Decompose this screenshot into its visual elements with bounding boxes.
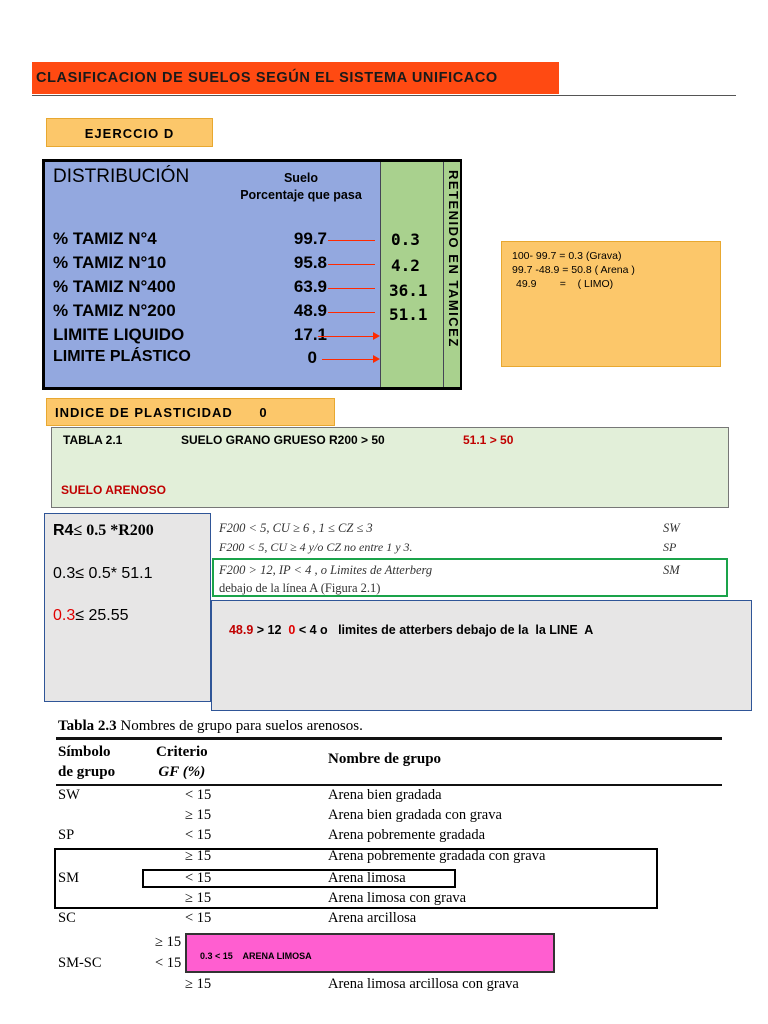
- arrow-head-5: [373, 332, 380, 340]
- sm-highlight-frame: [212, 558, 728, 597]
- notes-box: [501, 241, 721, 367]
- row-name: Arena pobremente gradada con grava: [328, 848, 546, 864]
- tabla-2-1-criterion: SUELO GRANO GRUESO R200 > 50: [181, 433, 385, 447]
- tabla-2-1-result: 51.1 > 50: [463, 433, 514, 447]
- verification-f200: 48.9: [228, 623, 254, 637]
- arrow-line-4: [328, 312, 375, 313]
- verification-ip: 0: [288, 623, 296, 637]
- row-criterion: < 15: [185, 910, 212, 926]
- criteria-text-sp: F200 < 5, CU ≥ 4 y/o CZ no entre 1 y 3.: [219, 540, 413, 554]
- row-label-tamiz-4: % TAMIZ N°4: [53, 229, 157, 248]
- header-rule: [32, 95, 736, 96]
- condition-line-2: 0.3≤ 0.5* 51.1: [53, 565, 153, 582]
- tabla-2-3-header-name: Nombre de grupo: [328, 751, 442, 767]
- row-symbol: SC: [58, 910, 76, 926]
- header-symbol-line1: Símbolo: [58, 744, 111, 760]
- verification-t1: > 12: [253, 623, 289, 637]
- column-header-line2: Porcentaje que pasa: [240, 188, 362, 202]
- row-label-tamiz-200: % TAMIZ N°200: [53, 301, 176, 320]
- tabla-2-1-label: TABLA 2.1: [63, 433, 123, 447]
- criteria-line-sm-cont: debajo de la línea A (Figura 2.1): [219, 581, 381, 595]
- row-label-limite-plastico: LIMITE PLÁSTICO: [53, 348, 191, 365]
- header-title: CLASIFICACION DE SUELOS SEGÚN EL SISTEMA UNIFICACO: [36, 70, 498, 86]
- column-header: [226, 170, 376, 204]
- arrow-head-6: [373, 355, 380, 363]
- tabla-2-3-top-rule: [56, 737, 722, 740]
- condition-value: 0.3: [53, 607, 76, 624]
- retained-value-1: 0.3: [391, 230, 420, 249]
- row-name: Arena limosa con grava: [328, 890, 467, 906]
- criteria-line-sw: [219, 521, 689, 536]
- exercise-label-text: EJERCCIO D: [84, 126, 175, 141]
- row-name: Arena bien gradada: [328, 787, 442, 803]
- retained-value-3: 36.1: [389, 281, 428, 300]
- criteria-line-sp: [219, 540, 689, 555]
- distribution-title: DISTRIBUCIÓN: [53, 166, 190, 187]
- criteria-symbol-sp: SP: [663, 540, 677, 554]
- retained-header: [441, 170, 461, 365]
- note-gravel: 100- 99.7 = 0.3 (Grava): [512, 250, 622, 262]
- arrow-line-3: [328, 288, 375, 289]
- row-symbol: SM: [58, 870, 79, 886]
- arrow-line-5: [318, 336, 374, 337]
- row-name: Arena limosa arcillosa con grava: [328, 976, 519, 992]
- criteria-symbol-sm: SM: [663, 563, 680, 577]
- header-criterion-line2: GF (%): [158, 764, 206, 780]
- arrow-line-2: [328, 264, 375, 265]
- row-criterion: < 15: [185, 787, 212, 803]
- table-row: [58, 910, 718, 930]
- row-symbol: SM-SC: [58, 955, 102, 971]
- criteria-text-sm: F200 > 12, IP < 4 , o Limites de Atterberg: [219, 563, 433, 577]
- row-criterion: < 15: [185, 827, 212, 843]
- exercise-label: [46, 118, 213, 147]
- row-criterion: < 15: [155, 955, 182, 971]
- note-sand: 99.7 -48.9 = 50.8 ( Arena ): [512, 264, 635, 276]
- table-row: [58, 807, 718, 827]
- tabla-2-3-header-rule: [56, 784, 722, 786]
- result-box: [185, 933, 555, 973]
- row-value-tamiz-10: 95.8: [293, 253, 327, 272]
- header-symbol-line2: de grupo: [58, 764, 116, 780]
- row-criterion: < 15: [185, 870, 212, 886]
- plasticity-index-value: 0: [259, 405, 268, 420]
- row-name: Arena bien gradada con grava: [328, 807, 502, 823]
- row-criterion: ≥ 15: [185, 848, 212, 864]
- header-criterion-line1: Criterio: [156, 744, 208, 760]
- row-name: Arena limosa: [328, 870, 406, 886]
- row-criterion: ≥ 15: [185, 976, 212, 992]
- verification-t2: < 4 o limites de atterbers debajo de la la LINE A: [295, 623, 594, 637]
- column-header-line1: Suelo: [283, 171, 319, 185]
- tabla-2-3-caption-bold: Tabla 2.3: [58, 718, 117, 734]
- plasticity-index-label: INDICE DE PLASTICIDAD: [55, 405, 233, 420]
- sm-row-frame: [142, 869, 456, 888]
- condition-line-1: [53, 522, 154, 540]
- row-name: Arena pobremente gradada: [328, 827, 486, 843]
- row-value-limite-liquido: 17.1: [293, 325, 327, 344]
- row-symbol: SP: [58, 827, 75, 843]
- row-value-tamiz-400: 63.9: [293, 277, 327, 296]
- row-criterion: ≥ 15: [155, 934, 182, 950]
- row-criterion: ≥ 15: [185, 890, 212, 906]
- soil-type: SUELO ARENOSO: [61, 483, 166, 497]
- row-value-tamiz-4: 99.7: [293, 229, 327, 248]
- arrow-line-6: [322, 359, 374, 360]
- row-label-tamiz-10: % TAMIZ N°10: [53, 253, 167, 272]
- retained-value-4: 51.1: [389, 305, 428, 324]
- row-name: Arena arcillosa: [328, 910, 417, 926]
- row-value-tamiz-200: 48.9: [293, 301, 327, 320]
- retained-header-text: RETENIDO EN TAMICEZ: [446, 170, 461, 348]
- condition-rest: ≤ 0.5 *R200: [73, 522, 154, 539]
- verification-text: [222, 609, 593, 637]
- table-row: [58, 787, 718, 807]
- row-value-limite-plastico: 0: [307, 348, 317, 367]
- condition-r4: R4: [53, 522, 74, 539]
- row-label-tamiz-400: % TAMIZ N°400: [53, 277, 176, 296]
- row-criterion: ≥ 15: [185, 807, 212, 823]
- result-text: 0.3 < 15 ARENA LIMOSA: [200, 951, 312, 961]
- table-row: [58, 827, 718, 847]
- criteria-symbol-sw: SW: [663, 521, 680, 535]
- header-title-bar: [32, 62, 559, 94]
- criteria-text-sw: F200 < 5, CU ≥ 6 , 1 ≤ CZ ≤ 3: [219, 521, 373, 535]
- plasticity-index-bar: [46, 398, 335, 426]
- condition-limit: ≤ 25.55: [75, 607, 129, 624]
- note-silt: 49.9 = ( LIMO): [516, 278, 614, 290]
- tabla-2-3-header-criterion: [156, 742, 208, 782]
- tabla-2-3-caption: [58, 718, 363, 735]
- tabla-2-3-header-symbol: [58, 742, 115, 782]
- row-symbol: SW: [58, 787, 80, 803]
- table-row: [58, 976, 718, 996]
- tabla-2-3-caption-text: Nombres de grupo para suelos arenosos.: [116, 718, 363, 734]
- condition-line-3: [53, 607, 129, 625]
- row-label-limite-liquido: LIMITE LIQUIDO: [53, 325, 185, 344]
- arrow-line-1: [328, 240, 375, 241]
- retained-value-2: 4.2: [391, 256, 420, 275]
